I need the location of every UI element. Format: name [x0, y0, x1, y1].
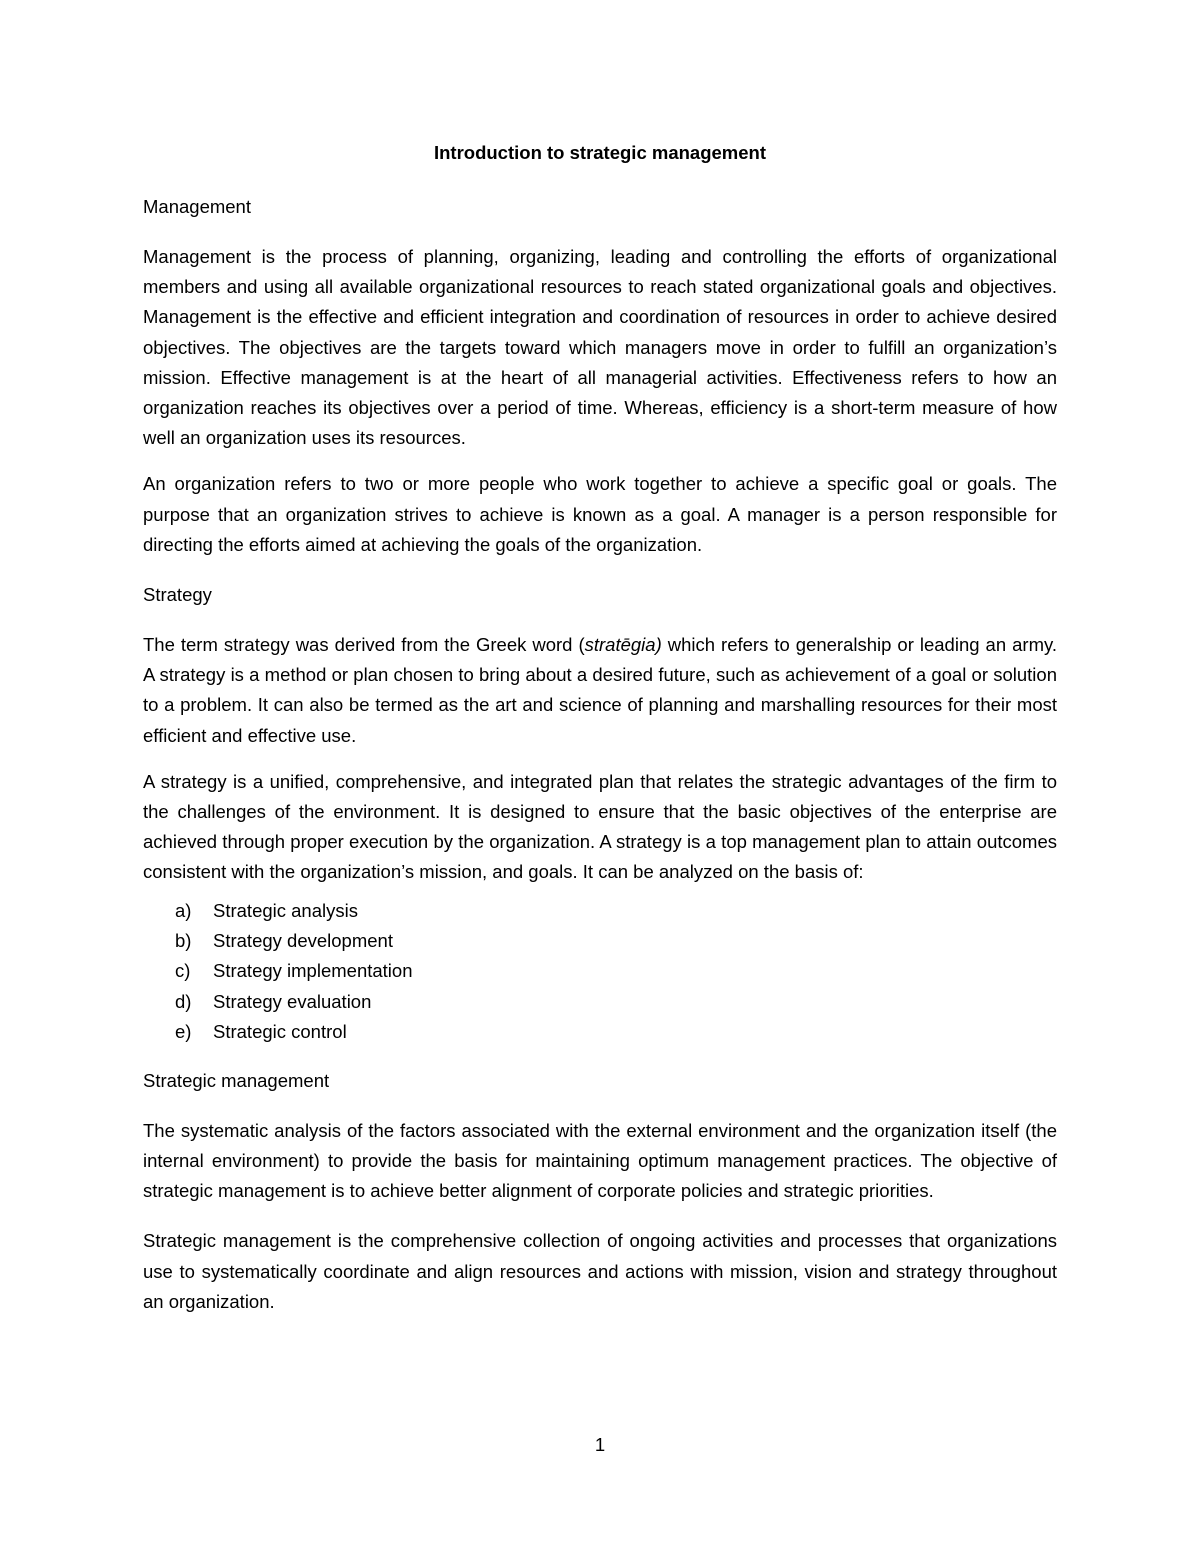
- document-title: Introduction to strategic management: [433, 142, 766, 163]
- list-item: [143, 896, 1057, 926]
- list-marker: c): [175, 960, 191, 982]
- list-marker: e): [175, 1021, 192, 1043]
- list-marker: b): [175, 930, 192, 952]
- page-number: 1: [594, 1434, 606, 1455]
- strategy-paragraph-1: [143, 630, 1057, 751]
- list-item-text: Strategic control: [213, 1021, 347, 1043]
- strategy-analysis-list: [143, 896, 1057, 1048]
- greek-term: stratēgia): [584, 634, 662, 656]
- document-page: [143, 138, 1057, 1333]
- list-item: [143, 987, 1057, 1017]
- management-paragraph-2: An organization refers to two or more people who work together to achieve a specific goal or goals. The purpose that an organization strives to achieve is known as a goal. A manager is a person responsible for directing the efforts aimed at achieving the goals of the organization.: [143, 473, 1057, 555]
- section-heading-strategy: Strategy: [143, 584, 212, 606]
- list-item-text: Strategy implementation: [213, 960, 413, 982]
- list-item: [143, 1017, 1057, 1047]
- list-marker: a): [175, 899, 192, 921]
- management-paragraph-1: Management is the process of planning, organizing, leading and controlling the efforts of organizational members and using all available organizational resources to reach stated organizational goals and objectives. Management is the effective and efficient integration and coordination of resources in order to achieve desired objectives. The objectives are the targets toward which managers move in order to fulfill an organization’s mission. Effective management is at the heart of all managerial activities. Effectiveness refers to how an organization reaches its objectives over a period of time. Whereas, efficiency is a short-term measure of how well an organization uses its resources.: [143, 246, 1057, 449]
- list-marker: d): [175, 990, 192, 1012]
- list-item: [143, 956, 1057, 986]
- section-heading-management: Management: [143, 196, 251, 217]
- section-heading-strategic-management: Strategic management: [143, 1069, 330, 1091]
- list-item-text: Strategy evaluation: [213, 990, 372, 1012]
- strategy-paragraph-1-after: which refers to generalship or leading an army. A strategy is a method or plan chosen to bring about a desired future, such as achievement of a goal or solution to a problem. It can also be termed as the art and science of planning and marshalling resources for their most efficient and effective use.: [143, 634, 1057, 746]
- list-item-text: Strategic analysis: [213, 899, 358, 921]
- strategy-paragraph-1-before: The term strategy was derived from the Greek word (: [143, 634, 585, 656]
- strategic-management-paragraph-2: Strategic management is the comprehensive collection of ongoing activities and processes that organizations use to systematically coordinate and align resources and actions with mission, vision and strategy throughout an organization.: [143, 1230, 1057, 1312]
- strategic-management-paragraph-1: The systematic analysis of the factors associated with the external environment and the organization itself (the internal environment) to provide the basis for maintaining optimum management practices. The objective of strategic management is to achieve better alignment of corporate policies and strategic priorities.: [143, 1119, 1057, 1202]
- strategy-paragraph-2: A strategy is a unified, comprehensive, and integrated plan that relates the strategic advantages of the firm to the challenges of the environment. It is designed to ensure that the basic objectives of the enterprise are achieved through proper execution by the organization. A strategy is a top management plan to attain outcomes consistent with the organization’s mission, and goals. It can be analyzed on the basis of:: [143, 770, 1057, 883]
- list-item-text: Strategy development: [213, 930, 393, 952]
- list-item: [143, 926, 1057, 956]
